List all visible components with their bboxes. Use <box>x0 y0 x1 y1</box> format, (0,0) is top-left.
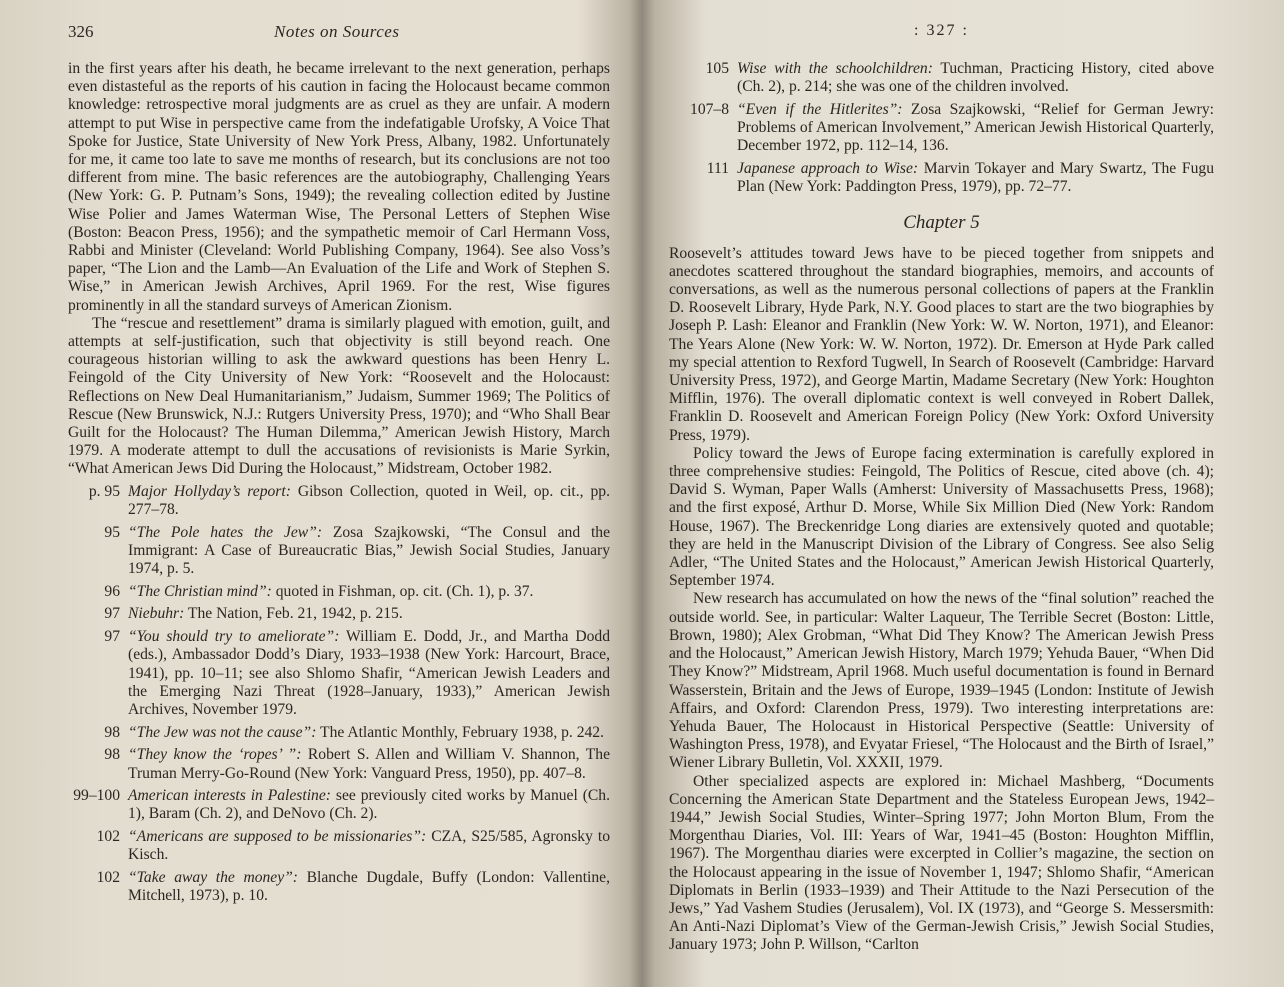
note-entry <box>68 605 610 623</box>
note-entry <box>68 628 610 719</box>
page-number: : 327 : <box>914 22 969 39</box>
note-entry <box>68 787 610 823</box>
note-ref: 97 <box>104 605 120 623</box>
note-ref: 98 <box>104 746 120 764</box>
note-entry <box>68 828 610 864</box>
note-ref: 102 <box>96 869 120 887</box>
note-ref: 111 <box>706 160 729 178</box>
note-text: The Atlantic Monthly, February 1938, p. 242. <box>316 723 605 741</box>
note-lead: Major Hollyday’s report: <box>128 482 291 500</box>
note-ref: 105 <box>705 60 729 77</box>
note-entry <box>68 746 610 782</box>
right-body <box>669 60 1214 955</box>
note-lead: “The Christian mind”: <box>128 582 272 600</box>
note-text: Robert S. Allen and William V. Shannon, The Truman Merry-Go-Round (New York: Vanguard Press, 1950), pp. 407–8. <box>128 746 611 782</box>
note-entry <box>68 483 610 519</box>
note-lead: “Americans are supposed to be missionaries”: <box>128 828 427 846</box>
note-entry <box>68 583 610 601</box>
left-header <box>68 22 610 60</box>
paragraph: Roosevelt’s attitudes toward Jews have to be pieced together from snippets and anecdotes scattered throughout the standard biographies, memoirs, and accounts of conversations, as well as the numerous personal collections of papers at the Franklin D. Roosevelt Library, Hyde Park, N.Y. Good places to start are the two biographies by Joseph P. Lash: Eleanor and Franklin (New York: W. W. Norton, 1971), and Eleanor: The Years Alone (New York: W. W. Norton, 1972). Dr. Emerson at Hyde Park called my special attention to Rexford Tugwell, In Search of Roosevelt (Cambridge: Harvard University Press, 1972), and George Martin, Madame Secretary (New York: Houghton Mifflin, 1976). The overall diplomatic context is well conveyed in Robert Dallek, Franklin D. Roosevelt and American Foreign Policy (New York: Oxford University Press, 1979). <box>669 244 1214 444</box>
note-entry <box>669 160 1214 196</box>
note-ref: p. 95 <box>88 482 120 500</box>
running-head: Notes on Sources <box>274 22 400 41</box>
left-body <box>68 60 610 905</box>
note-ref: 96 <box>104 582 120 600</box>
right-page <box>645 0 1284 987</box>
note-ref: 97 <box>104 628 120 646</box>
paragraph: Other specialized aspects are explored in: Michael Mashberg, “Documents Concerning the American State Department and the Stateless European Jews, 1942–1944,” Jewish Social Studies, Winter–Spring 1977; John Morton Blum, From the Morgenthau Diaries, Vol. III: Years of War, 1941–45 (Boston: Houghton Mifflin, 1967). The Morgenthau diaries were excerpted in Collier’s magazine, the section on the Holocaust appearing in the issue of November 1, 1947; Shlomo Shafir, “American Diplomats in Berlin (1933–1939) and Their Attitude to the Nazi Persecution of the Jews,” Yad Vashem Studies (Jerusalem), Vol. IX (1973), and “George S. Messersmith: An Anti-Nazi Diplomat’s View of the German-Jewish Crisis,” Jewish Social Studies, January 1973; John P. Willson, “Carlton <box>669 772 1214 954</box>
note-entry <box>68 524 610 579</box>
note-ref: 95 <box>104 523 120 541</box>
note-ref: 99–100 <box>73 787 120 805</box>
page-number: 326 <box>68 22 94 41</box>
paragraph: New research has accumulated on how the news of the “final solution” reached the outside world. See, in particular: Walter Laqueur, The Terrible Secret (Boston: Little, Brown, 1980); Alex Grobman, “What Did They Know? The American Jewish Press and the Holocaust,” American Jewish History, March 1979; Yehuda Bauer, “When Did They Know?” Midstream, April 1968. Much useful documentation is found in Bernard Wasserstein, Britain and the Jews of Europe, 1939–1945 (London: Institute of Jewish Affairs, and Oxford: Clarendon Press, 1979). Two interesting interpretations are: Yehuda Bauer, The Holocaust in Historical Perspective (Seattle: University of Washington Press, 1978), and Evyatar Friesel, “The Holocaust and the Birth of Israel,” Wiener Library Bulletin, Vol. XXXII, 1979. <box>669 590 1214 772</box>
note-text: CZA, S25/585, Agronsky to Kisch. <box>128 828 610 864</box>
note-lead: “The Jew was not the cause”: <box>128 723 317 741</box>
note-entry <box>68 724 610 742</box>
note-text: William E. Dodd, Jr., and Martha Dodd (eds.), Ambassador Dodd’s Diary, 1933–1938 (New York: Harcourt, Brace, 1941), pp. 10–11; see also Shlomo Shafir, “American Jewish Leaders and the Emerging Nazi Threat (1928–January, 1933),” American Jewish Archives, November 1979. <box>128 628 610 718</box>
note-lead: Japanese approach to Wise: <box>737 160 919 178</box>
note-text: Zosa Szajkowski, “Relief for German Jewry: Problems of American Involvement,” American Jewish Historical Quarterly, December 1972, pp. 112–14, 136. <box>737 100 1214 155</box>
note-text: quoted in Fishman, op. cit. (Ch. 1), p. 37. <box>271 582 534 600</box>
note-lead: Wise with the schoolchildren: <box>737 60 933 77</box>
note-lead: Niebuhr: <box>128 605 185 623</box>
left-page <box>0 0 640 987</box>
note-text: see previously cited works by Manuel (Ch. 1), Baram (Ch. 2), and DeNovo (Ch. 2). <box>128 787 610 823</box>
note-text: Blanche Dugdale, Buffy (London: Vallentine, Mitchell, 1973), p. 10. <box>128 869 611 905</box>
note-ref: 107–8 <box>690 100 729 118</box>
note-entry <box>68 869 610 905</box>
paragraph: Policy toward the Jews of Europe facing extermination is carefully explored in three comprehensive studies: Feingold, The Politics of Rescue, cited above (ch. 4); David S. Wyman, Paper Walls (Amherst: University of Massachusetts Press, 1968); and the first exposé, Arthur D. Morse, While Six Million Died (New York: Random House, 1967). The Breckenridge Long diaries are extensively quoted and quotable; they are held in the Manuscript Division of the Library of Congress. See also Selig Adler, “The United States and the Holocaust,” American Jewish Historical Quarterly, September 1974. <box>669 444 1214 590</box>
note-entry <box>669 101 1214 156</box>
note-ref: 102 <box>96 828 120 846</box>
note-lead: “You should try to ameliorate”: <box>128 628 340 646</box>
note-entry <box>669 60 1214 96</box>
paragraph: in the first years after his death, he became irrelevant to the next generation, perhaps even distasteful as the reports of his caution in facing the Holocaust became common knowledge: retrospective moral judgments are as cruel as they are unfair. A modern attempt to put Wise in perspective came from the indefatigable Urofsky, A Voice That Spoke for Justice, State University of New York Press, Albany, 1982. Unfortunately for me, it came too late to save me months of research, but its conclusions are not too different from mine. The basic references are the autobiography, Challenging Years (New York: G. P. Putnam’s Sons, 1949); the revealing collection edited by Justine Wise Polier and James Waterman Wise, The Personal Letters of Stephen Wise (Boston: Beacon Press, 1956); and the sympathetic memoir of Carl Hermann Voss, Rabbi and Minister (Cleveland: World Publishing Company, 1964). See also Voss’s paper, “The Lion and the Lamb—An Evaluation of the Life and Work of Stephen S. Wise,” in American Jewish Archives, April 1969. For the rest, Wise figures prominently in all the standard surveys of American Zionism. <box>68 60 610 314</box>
note-text: Zosa Szajkowski, “The Consul and the Immigrant: A Case of Bureaucratic Bias,” Jewish Social Studies, January 1974, p. 5. <box>128 523 610 577</box>
note-text: Marvin Tokayer and Mary Swartz, The Fugu Plan (New York: Paddington Press, 1979), pp. 72–77. <box>737 160 1214 196</box>
paragraph: The “rescue and resettlement” drama is similarly plagued with emotion, guilt, and attempts at self-justification, such that objectivity is still beyond reach. One courageous historian willing to ask the awkward questions has been Henry L. Feingold of the City University of New York: “Roosevelt and the Holocaust: Reflections on New Deal Humanitarianism,” Judaism, Summer 1969; The Politics of Rescue (New Brunswick, N.J.: Rutgers University Press, 1970); and “Who Shall Bear Guilt for the Holocaust? The Human Dilemma,” American Jewish History, March 1979. A moderate attempt to dull the accusations of revisionists is Marie Syrkin, “What American Jews Did During the Holocaust,” Midstream, October 1982. <box>68 314 610 478</box>
note-lead: “Even if the Hitlerites”: <box>737 100 903 118</box>
note-lead: “The Pole hates the Jew”: <box>128 523 323 541</box>
note-text: Tuchman, Practicing History, cited above (Ch. 2), p. 214; she was one of the children involved. <box>737 60 1214 96</box>
right-header <box>669 22 1214 60</box>
note-lead: American interests in Palestine: <box>128 787 331 805</box>
note-text: Gibson Collection, quoted in Weil, op. cit., pp. 277–78. <box>128 482 610 518</box>
note-lead: “Take away the money”: <box>128 869 299 887</box>
note-ref: 98 <box>104 723 120 741</box>
note-lead: “They know the ‘ropes’ ”: <box>128 746 302 764</box>
note-text: The Nation, Feb. 21, 1942, p. 215. <box>184 605 403 623</box>
chapter-heading: Chapter 5 <box>903 212 980 234</box>
